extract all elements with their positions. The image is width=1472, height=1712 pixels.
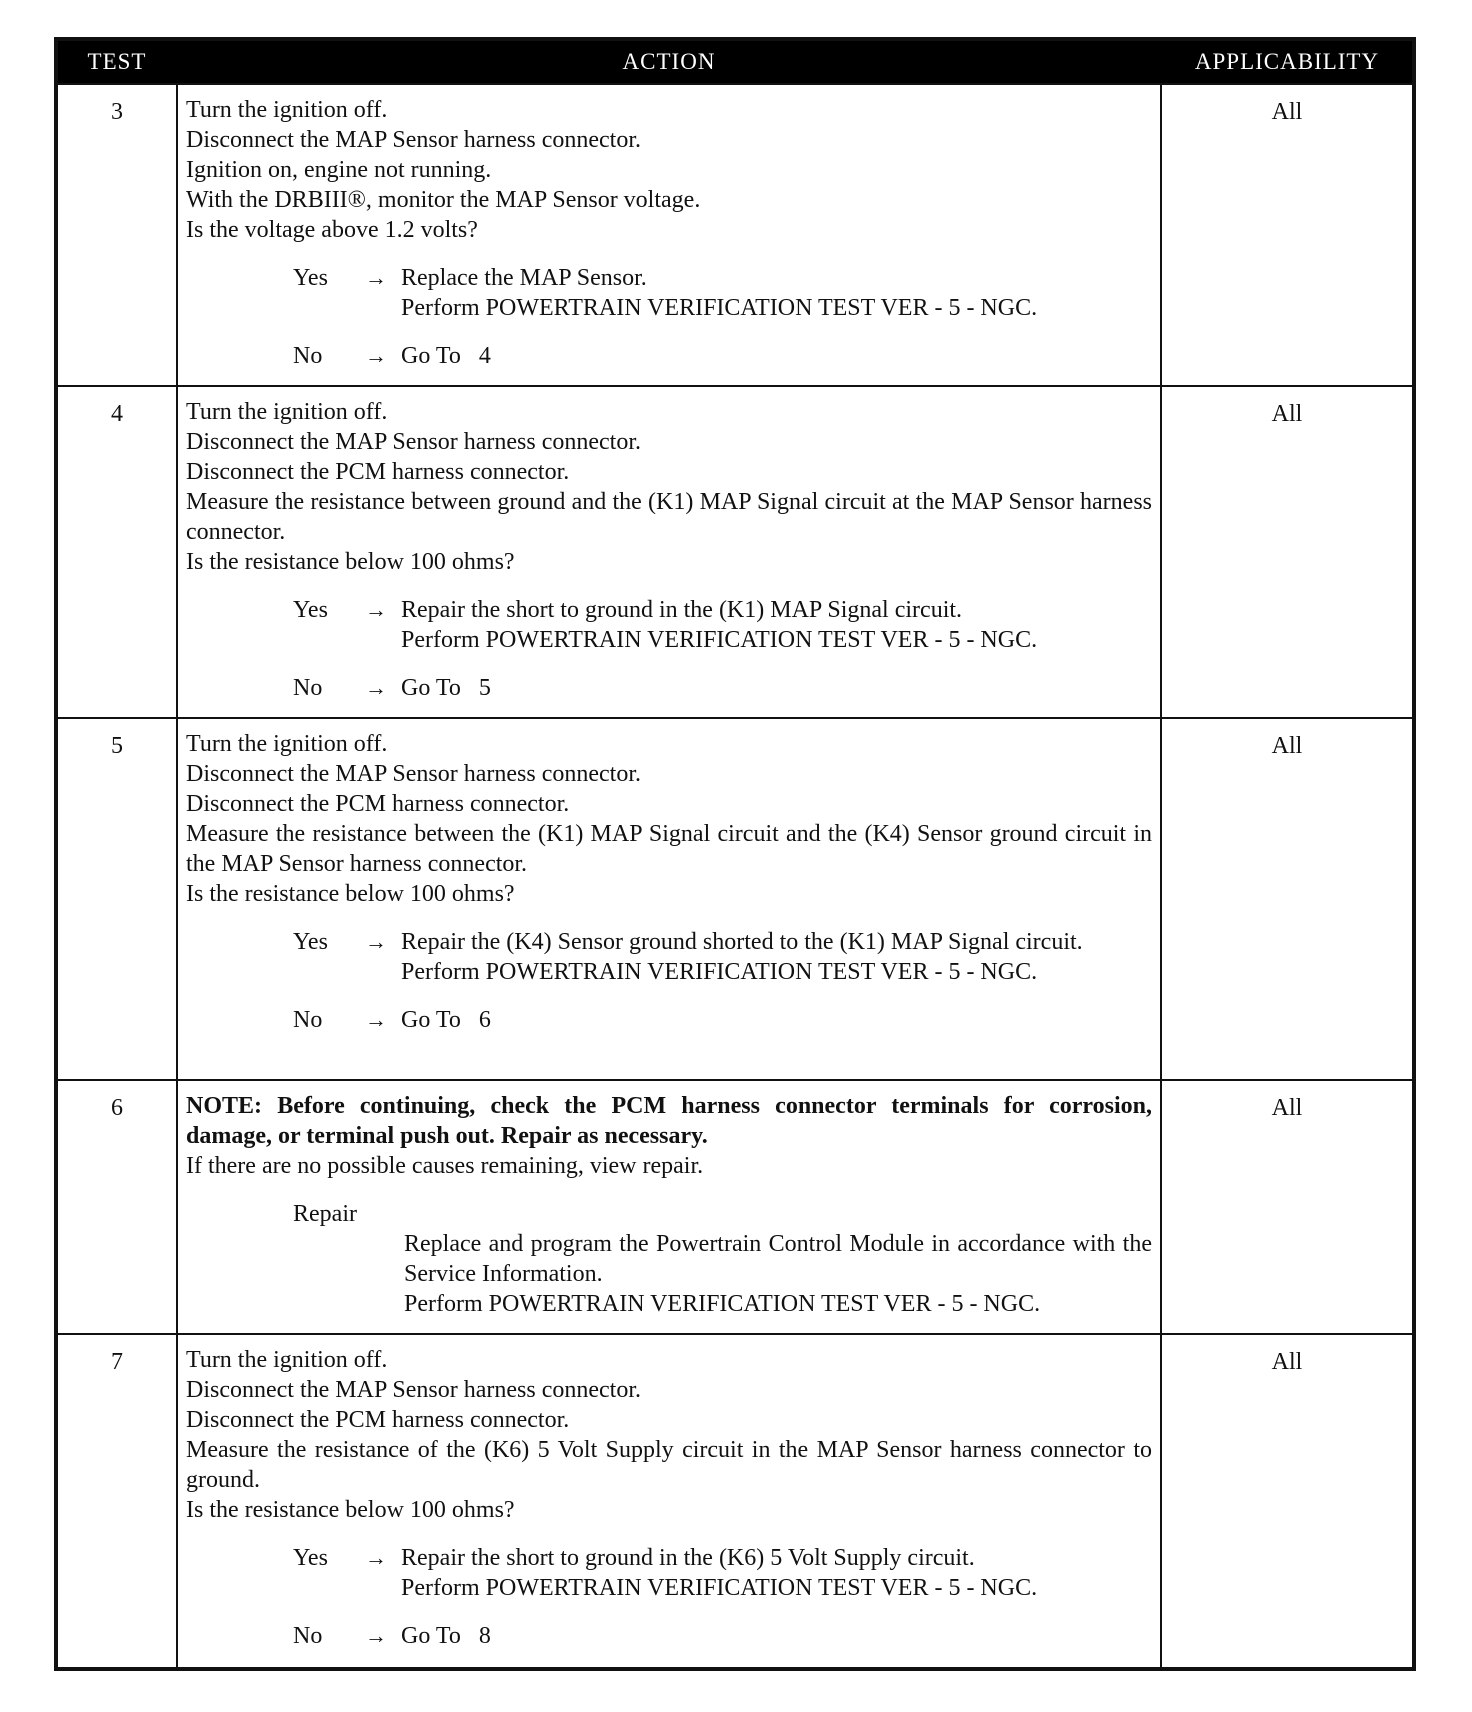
- repair-line: Replace and program the Powertrain Control Module in accordance with the Service Information.: [404, 1231, 1152, 1287]
- yes-result: [401, 927, 1152, 987]
- repair-body: [404, 1229, 1152, 1319]
- table-row: [58, 1333, 1412, 1667]
- options: [186, 1543, 1152, 1651]
- result-line: Repair the short to ground in the (K6) 5 Volt Supply circuit.: [401, 1545, 975, 1571]
- arrow-right-icon: →: [365, 343, 387, 368]
- yes-option: [186, 263, 1152, 323]
- action-cell: [176, 719, 1162, 1079]
- step-text: Turn the ignition off.: [186, 97, 388, 123]
- no-label: No: [293, 1007, 323, 1033]
- action-cell: [176, 387, 1162, 717]
- step-text: Disconnect the PCM harness connector.: [186, 459, 570, 485]
- result-line: Perform POWERTRAIN VERIFICATION TEST VER - 5 - NGC.: [401, 627, 1038, 653]
- step-text: Measure the resistance between ground and the (K1) MAP Signal circuit at the MAP Sensor harness connector.: [186, 489, 1152, 545]
- step-text: Turn the ignition off.: [186, 1347, 388, 1373]
- no-result: Go To 6: [401, 1007, 491, 1033]
- yes-label: Yes: [293, 929, 328, 955]
- applicability: All: [1271, 1095, 1303, 1121]
- step-text: Is the resistance below 100 ohms?: [186, 1497, 515, 1523]
- yes-result: [401, 1543, 1152, 1603]
- table-row: [58, 1079, 1412, 1333]
- options: [186, 263, 1152, 371]
- note-followup: If there are no possible causes remaining, view repair.: [186, 1153, 704, 1179]
- action-cell: [176, 1335, 1162, 1667]
- no-label: No: [293, 675, 323, 701]
- repair-line: Perform POWERTRAIN VERIFICATION TEST VER - 5 - NGC.: [404, 1291, 1041, 1317]
- result-line: Repair the short to ground in the (K1) MAP Signal circuit.: [401, 597, 963, 623]
- no-label: No: [293, 1623, 323, 1649]
- test-number: 4: [111, 401, 123, 427]
- options: [186, 595, 1152, 703]
- header-action: ACTION: [622, 49, 716, 74]
- step-text: Ignition on, engine not running.: [186, 157, 492, 183]
- no-option: [186, 1621, 1152, 1651]
- arrow-right-icon: →: [365, 675, 387, 700]
- yes-result: [401, 595, 1152, 655]
- arrow-right-icon: →: [365, 1007, 387, 1032]
- yes-option: [186, 595, 1152, 655]
- result-line: Perform POWERTRAIN VERIFICATION TEST VER - 5 - NGC.: [401, 1575, 1038, 1601]
- note-text: NOTE: Before continuing, check the PCM harness connector terminals for corrosion, damage, or terminal push out. Repair as necessary.: [186, 1093, 1152, 1149]
- step-text: Disconnect the MAP Sensor harness connector.: [186, 1377, 642, 1403]
- step-text: Turn the ignition off.: [186, 731, 388, 757]
- yes-option: [186, 927, 1152, 987]
- table-row: [58, 83, 1412, 385]
- diagnostic-table: [54, 37, 1416, 1671]
- result-line: Perform POWERTRAIN VERIFICATION TEST VER - 5 - NGC.: [401, 295, 1038, 321]
- result-line: Perform POWERTRAIN VERIFICATION TEST VER - 5 - NGC.: [401, 959, 1038, 985]
- no-option: [186, 341, 1152, 371]
- table-row: [58, 385, 1412, 717]
- step-text: With the DRBIII®, monitor the MAP Sensor voltage.: [186, 187, 701, 213]
- step-text: Turn the ignition off.: [186, 399, 388, 425]
- action-cell: [176, 85, 1162, 385]
- yes-label: Yes: [293, 597, 328, 623]
- table-row: [58, 717, 1412, 1079]
- step-text: Measure the resistance of the (K6) 5 Volt Supply circuit in the MAP Sensor harness connector to ground.: [186, 1437, 1152, 1493]
- test-number: 3: [111, 99, 123, 125]
- action-cell: [176, 1081, 1162, 1333]
- yes-label: Yes: [293, 265, 328, 291]
- yes-option: [186, 1543, 1152, 1603]
- no-result: Go To 4: [401, 343, 491, 369]
- test-number: 7: [111, 1349, 123, 1375]
- applicability: All: [1271, 733, 1303, 759]
- arrow-right-icon: →: [365, 265, 387, 290]
- test-number: 5: [111, 733, 123, 759]
- applicability: All: [1271, 99, 1303, 125]
- no-option: [186, 673, 1152, 703]
- step-text: Disconnect the MAP Sensor harness connector.: [186, 127, 642, 153]
- test-number: 6: [111, 1095, 123, 1121]
- step-text: Disconnect the MAP Sensor harness connector.: [186, 429, 642, 455]
- step-text: Disconnect the MAP Sensor harness connector.: [186, 761, 642, 787]
- applicability: All: [1271, 401, 1303, 427]
- step-text: Is the voltage above 1.2 volts?: [186, 217, 478, 243]
- header-test: TEST: [87, 49, 147, 74]
- repair-label: Repair: [293, 1201, 357, 1227]
- no-option: [186, 1005, 1152, 1035]
- no-label: No: [293, 343, 323, 369]
- arrow-right-icon: →: [365, 597, 387, 622]
- step-text: Is the resistance below 100 ohms?: [186, 881, 515, 907]
- step-text: Disconnect the PCM harness connector.: [186, 1407, 570, 1433]
- applicability: All: [1271, 1349, 1303, 1375]
- arrow-right-icon: →: [365, 1545, 387, 1570]
- result-line: Repair the (K4) Sensor ground shorted to the (K1) MAP Signal circuit.: [401, 929, 1083, 955]
- arrow-right-icon: →: [365, 1623, 387, 1648]
- yes-result: [401, 263, 1152, 323]
- yes-label: Yes: [293, 1545, 328, 1571]
- step-text: Disconnect the PCM harness connector.: [186, 791, 570, 817]
- step-text: Is the resistance below 100 ohms?: [186, 549, 515, 575]
- step-text: Measure the resistance between the (K1) MAP Signal circuit and the (K4) Sensor ground circuit in the MAP Sensor harness connector.: [186, 821, 1152, 877]
- options: [186, 927, 1152, 1035]
- arrow-right-icon: →: [365, 929, 387, 954]
- result-line: Replace the MAP Sensor.: [401, 265, 647, 291]
- no-result: Go To 8: [401, 1623, 491, 1649]
- table-header: [58, 41, 1412, 83]
- no-result: Go To 5: [401, 675, 491, 701]
- header-applicability: APPLICABILITY: [1194, 49, 1380, 74]
